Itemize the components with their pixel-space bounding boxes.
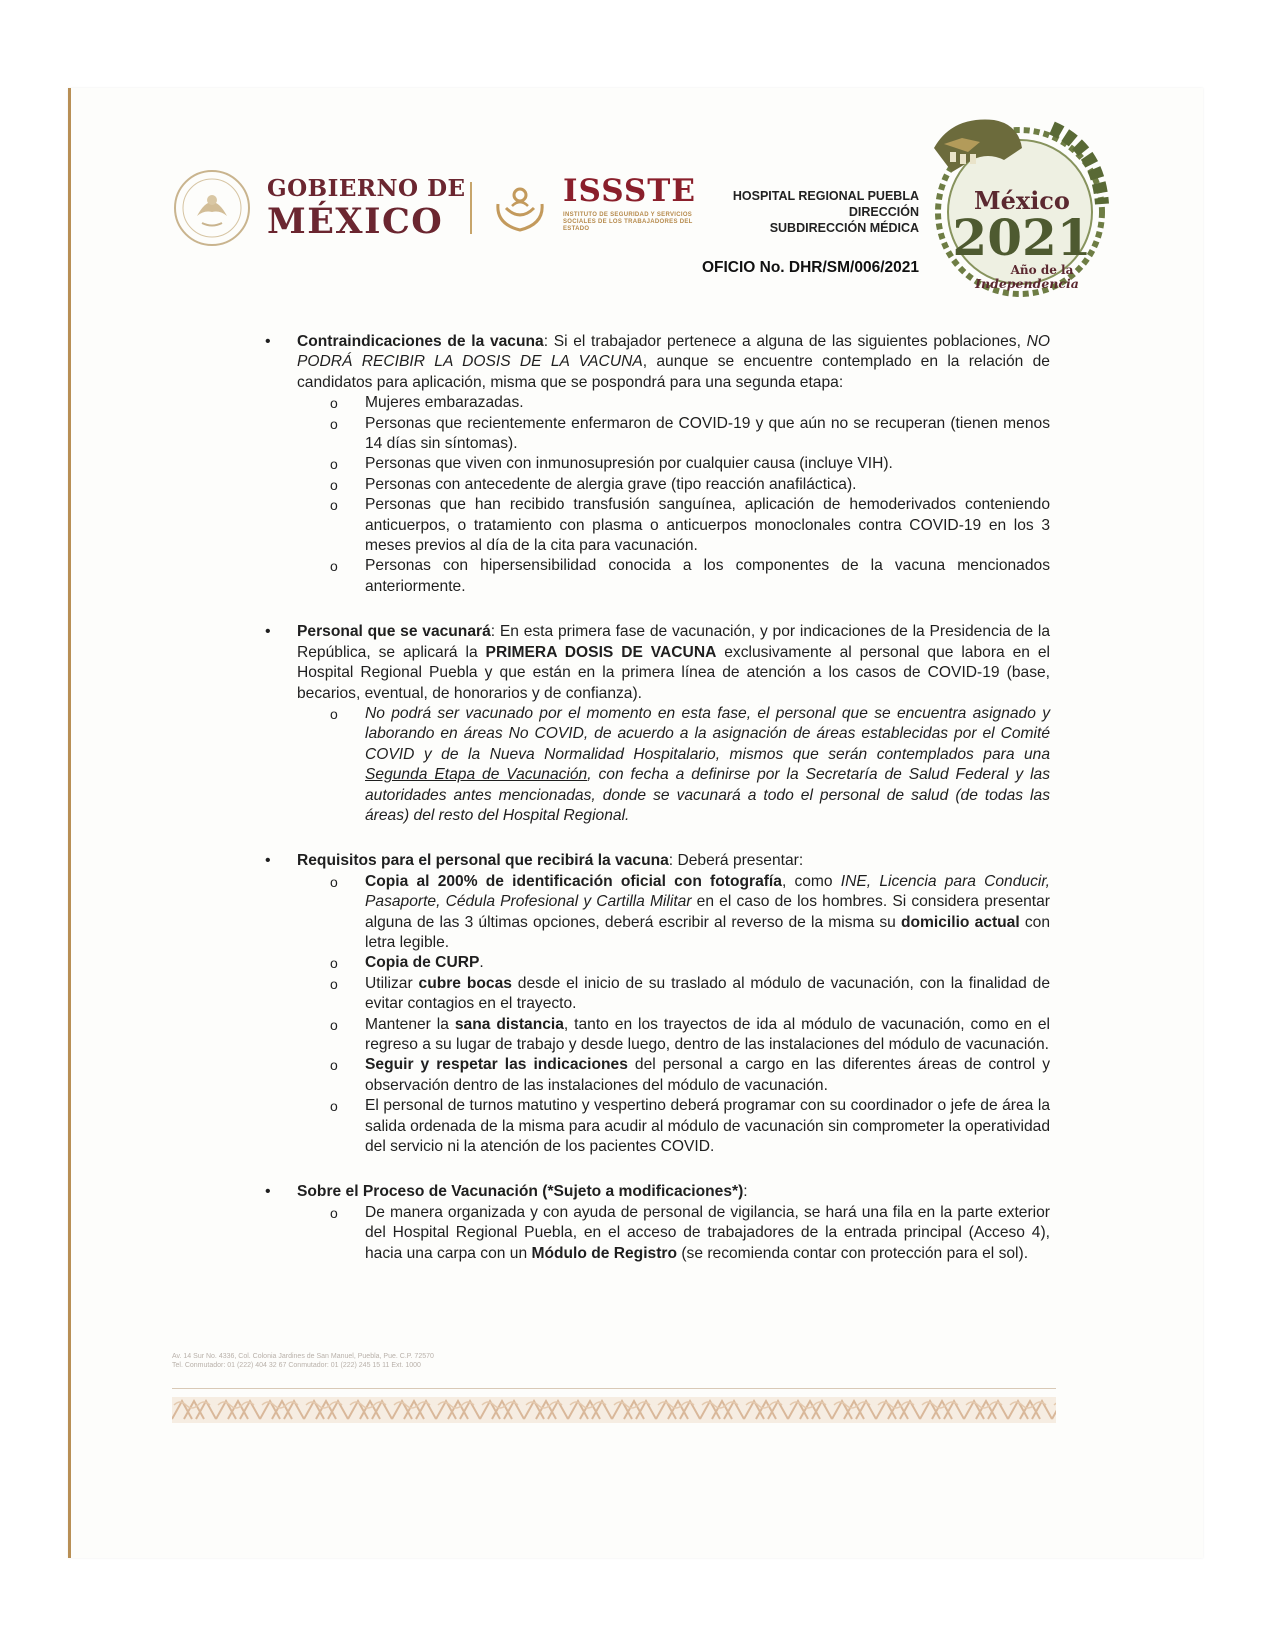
- list-item: [265, 872, 1050, 954]
- office-line-subdireccion: SUBDIRECCIÓN MÉDICA: [769, 221, 919, 235]
- issste-name: ISSSTE: [563, 173, 696, 209]
- item-bold: sana distancia: [454, 1015, 564, 1033]
- item-text: , como: [781, 872, 841, 890]
- item-text: del personal a cargo en las diferentes áreas de control y observación dentro de las instalaciones del módulo de vacunación.: [365, 1056, 1050, 1094]
- item-text: No podrá ser vacunado por el momento en esta fase, el personal que se encuentra asignado y laborando en áreas No COVID, de acuerdo a la asignación de áreas establecidas por el Comité COVID y de la Nueva Normalidad Hospitalario, mismos que serán contemplados para una: [365, 704, 1050, 763]
- section-text: : En esta primera fase de vacunación, y por indicaciones de la Presidencia de la República, se aplicará la: [297, 623, 1050, 661]
- item-text: desde el inicio de su traslado al módulo de vacunación, con la finalidad de evitar contagios en el trayecto.: [365, 974, 1050, 1013]
- item-underlined: Segunda Etapa de Vacunación: [365, 766, 588, 784]
- item-bold: Seguir y respetar las indicaciones: [365, 1056, 628, 1074]
- gob-line1: GOBIERNO DE: [267, 175, 466, 202]
- footer-address: [172, 1352, 434, 1370]
- footer-divider: [172, 1388, 1056, 1389]
- list-item: [265, 704, 1050, 826]
- footer-address-line: Av. 14 Sur No. 4336, Col. Colonia Jardines de San Manuel, Puebla, Pue. C.P. 72570: [172, 1353, 434, 1360]
- section-emphasis: NO PODRÁ RECIBIR LA DOSIS DE LA VACUNA: [297, 333, 1050, 371]
- issste-logo-icon: [492, 178, 548, 234]
- section-requisitos: [265, 851, 1050, 871]
- item-italic: INE, Licencia para Conducir, Pasaporte, Cédula Profesional y Cartilla Militar: [365, 872, 1050, 911]
- section-heading: Sobre el Proceso de Vacunación (*Sujeto a modificaciones*): [297, 1183, 744, 1201]
- item-bold: domicilio actual: [901, 913, 1020, 931]
- proceso-list: [265, 1203, 1050, 1264]
- section-text: : Deberá presentar:: [668, 852, 804, 870]
- section-proceso: [265, 1182, 1050, 1202]
- section-heading: Personal que se vacunará: [297, 623, 491, 641]
- list-item: [265, 974, 1050, 1015]
- item-text: , tanto en los trayectos de ida al módulo de vacunación, como en el regreso a su lugar de trabajo y desde luego, dentro de las instalaciones del módulo de vacunación.: [365, 1015, 1050, 1053]
- list-item: o Personas que han recibido transfusión sanguínea, aplicación de hemoderivados conteniendo anticuerpos, o tratamiento con plasma o anticuerpos monoclonales contra COVID-19 en los 3 meses previos al día de la cita para vacunación.: [265, 495, 1050, 556]
- list-item: o El personal de turnos matutino y vespertino deberá programar con su coordinador o jefe de área la salida ordenada de la misma para acudir al módulo de vacunación sin comprometer la operatividad del servicio ni la atención de los pacientes COVID.: [265, 1096, 1050, 1157]
- requisitos-list: [265, 872, 1050, 1158]
- item-text: Mantener la: [365, 1015, 455, 1033]
- contraindications-list: [265, 393, 1050, 597]
- section-text: exclusivamente al personal que labora en el Hospital Regional Puebla y que están en la primera línea de atención a los casos de COVID-19 (base, becarios, eventual, de honorarios y de confianza).: [297, 643, 1050, 702]
- issste-subtitle: INSTITUTO DE SEGURIDAD Y SERVICIOS SOCIALES DE LOS TRABAJADORES DEL ESTADO: [563, 212, 693, 232]
- emblem-year: 2021: [952, 208, 1092, 267]
- document-body: [265, 332, 1050, 1264]
- paper-edge: [68, 88, 71, 1558]
- decorative-frieze: [172, 1397, 1056, 1423]
- item-text: De manera organizada y con ayuda de personal de vigilancia, se hará una fila en la parte exterior del Hospital Regional Puebla, en el acceso de trabajadores de la entrada principal (Acceso 4), hacia una carpa con un: [365, 1203, 1050, 1262]
- gob-line2: MÉXICO: [267, 201, 444, 242]
- oficio-number: OFICIO No. DHR/SM/006/2021: [701, 259, 919, 276]
- section-heading: Contraindicaciones de la vacuna: [297, 333, 544, 350]
- list-item: [265, 953, 1050, 973]
- gobierno-wordmark: [267, 175, 466, 242]
- item-bold: cubre bocas: [418, 974, 512, 992]
- section-emphasis: PRIMERA DOSIS DE VACUNA: [485, 643, 717, 661]
- office-line-direccion: DIRECCIÓN: [848, 205, 919, 219]
- item-text: .: [479, 954, 484, 972]
- section-text: : Si el trabajador pertenece a alguna de las siguientes poblaciones,: [543, 333, 1027, 350]
- item-bold: Copia al 200% de identificación oficial con fotografía: [365, 872, 782, 890]
- list-item: [265, 1203, 1050, 1264]
- list-item: o Mujeres embarazadas.: [265, 393, 1050, 413]
- office-line-hospital: HOSPITAL REGIONAL PUEBLA: [732, 189, 919, 203]
- item-bold: Copia de CURP: [365, 954, 480, 972]
- list-item: [265, 1055, 1050, 1096]
- list-item: o Personas con antecedente de alergia grave (tipo reacción anafiláctica).: [265, 475, 1050, 495]
- emblem-motto-1: Año de la: [1010, 263, 1074, 277]
- item-text: Utilizar: [365, 974, 419, 992]
- section-text: :: [743, 1183, 748, 1201]
- item-text: , con fecha a definirse por la Secretaría de Salud Federal y las autoridades antes mencionadas, donde se vacunará a todo el personal de salud (de todas las áreas) del resto del Hospital Regional.: [365, 766, 1051, 824]
- section-contraindicaciones: [265, 332, 1050, 393]
- item-text: (se recomienda contar con protección para el sol).: [677, 1244, 1029, 1262]
- section-personal: [265, 622, 1050, 704]
- mexico-seal-icon: [172, 168, 252, 248]
- list-item: o Personas que recientemente enfermaron de COVID-19 y que aún no se recuperan (tienen menos 14 días sin síntomas).: [265, 414, 1050, 455]
- personal-list: [265, 704, 1050, 826]
- section-heading: Requisitos para el personal que recibirá la vacuna: [297, 852, 669, 870]
- office-block: [733, 188, 919, 236]
- header-divider: [470, 182, 472, 234]
- list-item: o Personas que viven con inmunosupresión por cualquier causa (incluye VIH).: [265, 454, 1050, 474]
- item-bold: Módulo de Registro: [531, 1244, 677, 1262]
- list-item: o Personas con hipersensibilidad conocida a los componentes de la vacuna mencionados anteriormente.: [265, 556, 1050, 597]
- footer-phone-line: Tel. Conmutador: 01 (222) 404 32 67 Conmutador: 01 (222) 245 15 11 Ext. 1000: [172, 1362, 421, 1369]
- item-text: en el caso de los hombres. Si considera presentar alguna de las 3 últimas opciones, deberá escribir al reverso de la misma su: [365, 893, 1050, 931]
- section-text: , aunque se encuentre contemplado en la relación de candidatos para aplicación, misma que se pospondrá para una segunda etapa:: [297, 353, 1050, 391]
- emblem-country: México: [974, 186, 1070, 215]
- mexico-2021-emblem: [922, 108, 1118, 308]
- emblem-motto-2: Independencia: [975, 276, 1079, 291]
- list-item: [265, 1015, 1050, 1056]
- item-text: con letra legible.: [365, 913, 1050, 951]
